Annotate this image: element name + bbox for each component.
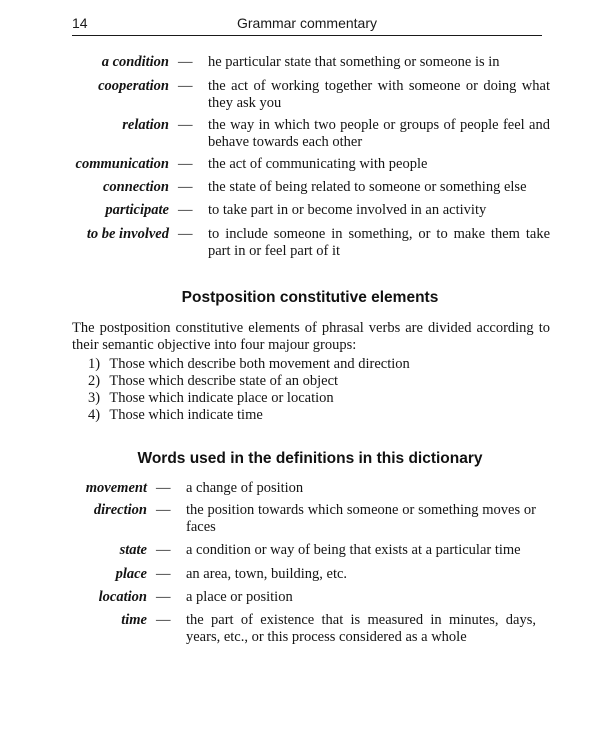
glossary-definition: a place or position [186, 589, 293, 605]
glossary-definition: the part of existence that is measured in minutes, days, years, etc., or this process considered as a whole [186, 612, 536, 645]
entry-dash: — [156, 566, 171, 582]
glossary-definition: he particular state that something or someone is in [208, 54, 500, 70]
running-title: Grammar commentary [236, 15, 378, 31]
glossary-term: place [115, 566, 147, 582]
entry-dash: — [156, 480, 171, 496]
glossary-definition: to take part in or become involved in an activity [208, 202, 487, 218]
section-heading-definitions: Words used in the definitions in this dictionary [137, 450, 483, 467]
glossary-term: cooperation [98, 78, 169, 94]
list-text: Those which describe state of an object [109, 373, 339, 389]
list-text: Those which describe both movement and direction [109, 356, 410, 372]
list-number: 3) [88, 390, 101, 406]
glossary-definition: an area, town, building, etc. [186, 566, 348, 582]
list-item [88, 390, 528, 407]
entry-dash: — [178, 117, 193, 133]
entry-dash: — [156, 542, 171, 558]
intro-paragraph: The postposition constitutive elements of phrasal verbs are divided according to their semantic objective into four majour groups: [72, 320, 550, 353]
entry-dash: — [178, 78, 193, 94]
glossary-term: participate [105, 202, 169, 218]
glossary-definition: the state of being related to someone or something else [208, 179, 527, 195]
glossary-term: location [98, 589, 147, 605]
list-item [88, 407, 528, 424]
entry-dash: — [178, 202, 193, 218]
glossary-definition: a condition or way of being that exists at a particular time [186, 542, 521, 558]
glossary-definition: the way in which two people or groups of people feel and behave towards each other [208, 117, 550, 150]
section-heading-postposition: Postposition constitutive elements [181, 289, 439, 306]
glossary-term: relation [122, 117, 169, 133]
entry-dash: — [178, 179, 193, 195]
glossary-term: state [119, 542, 147, 558]
list-number: 1) [88, 356, 101, 372]
list-text: Those which indicate time [109, 407, 263, 423]
glossary-definition: the act of working together with someone or doing what they ask you [208, 78, 550, 111]
groups-list [88, 356, 528, 424]
list-text: Those which indicate place or location [109, 390, 334, 406]
page-number: 14 [72, 15, 88, 31]
list-item [88, 356, 528, 373]
entry-dash: — [178, 226, 193, 242]
glossary-term: connection [102, 179, 169, 195]
entry-dash: — [156, 502, 171, 518]
entry-dash: — [178, 156, 193, 172]
list-number: 2) [88, 373, 101, 389]
entry-dash: — [156, 612, 171, 628]
glossary-term: direction [93, 502, 147, 518]
glossary-definition: a change of position [186, 480, 304, 496]
header-rule [72, 35, 542, 36]
list-item [88, 373, 528, 390]
glossary-definition: the act of communicating with people [208, 156, 428, 172]
entry-dash: — [156, 589, 171, 605]
entry-dash: — [178, 54, 193, 70]
glossary-definition: the position towards which someone or something moves or faces [186, 502, 536, 535]
glossary-term: to be involved [86, 226, 169, 242]
glossary-term: time [121, 612, 147, 628]
glossary-term: movement [85, 480, 147, 496]
list-number: 4) [88, 407, 101, 423]
glossary-term: a condition [101, 54, 169, 70]
glossary-term: communication [75, 156, 169, 172]
page-header [72, 14, 542, 36]
glossary-definition: to include someone in something, or to make them take part in or feel part of it [208, 226, 550, 259]
